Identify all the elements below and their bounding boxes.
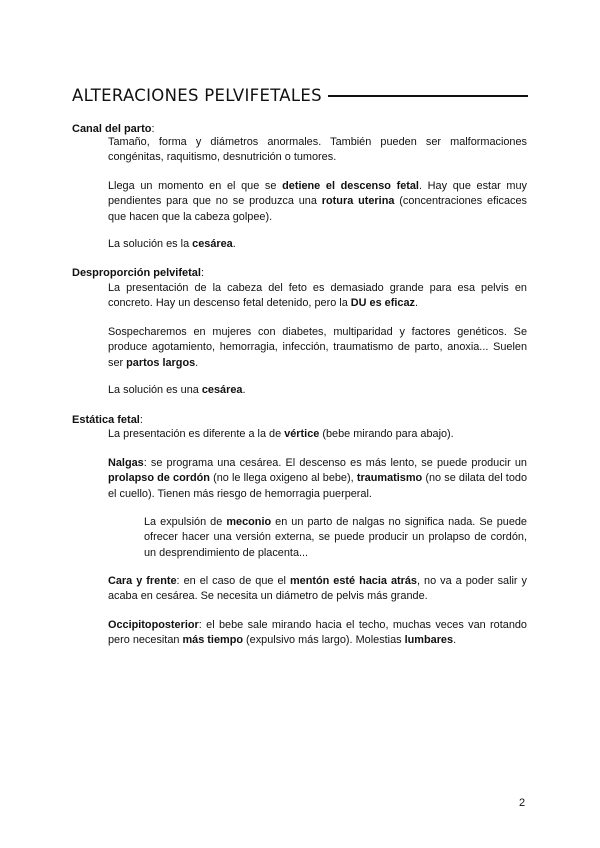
text-run: . Hay que estar muy pendientes para que no se produzca una	[108, 180, 527, 208]
text-run: : el bebe sale mirando hacia el techo, muchas veces van rotando pero necesitan	[108, 619, 527, 647]
text-run: Tamaño, forma y diámetros anormales. También pueden ser malformaciones congénitas, raquitismo, desnutrición o tumores.	[108, 136, 527, 164]
text-run: (bebe mirando para abajo).	[319, 428, 454, 440]
section-heading-text: Estática fetal	[72, 414, 140, 426]
section-heading-canal-del-parto: Canal del parto:	[72, 123, 155, 135]
bold-text-run: Occipitoposterior	[108, 619, 199, 631]
text-run: .	[195, 356, 199, 369]
page-title-text: ALTERACIONES PELVIFETALES	[72, 86, 322, 105]
text-run: (concentraciones eficaces que hacen que la cabeza golpee).	[108, 195, 527, 223]
bold-text-run: vértice	[284, 428, 320, 440]
paragraph	[108, 135, 527, 166]
text-run: en un parto de nalgas no significa nada. Se puede ofrecer hacer una versión externa, se puede producir un prolapso de cordón, un desprendimiento de placenta...	[144, 516, 527, 559]
paragraph	[108, 427, 527, 442]
paragraph	[108, 281, 527, 312]
paragraph	[108, 618, 527, 649]
title-rule	[328, 95, 528, 97]
paragraph	[108, 574, 527, 605]
bold-text-run: rotura uterina	[321, 195, 395, 208]
text-run: .	[453, 634, 457, 647]
text-run: (no le llega oxigeno al bebe),	[209, 472, 357, 485]
text-run: : se programa una cesárea. El descenso es más lento, se puede producir un	[143, 457, 527, 469]
paragraph	[108, 237, 527, 252]
bold-text-run: prolapso de cordón	[108, 472, 210, 485]
text-run: (expulsivo más largo). Molestias	[243, 634, 405, 647]
section-heading-estatica-fetal: Estática fetal:	[72, 414, 143, 426]
indented-paragraph	[144, 515, 527, 561]
text-run: La presentación es diferente a la de	[108, 428, 285, 440]
text-run: La solución es la	[108, 238, 193, 250]
text-run: (no se dilata del todo el cuello). Tienen más riesgo de hemorragia puerperal.	[108, 472, 528, 500]
paragraph	[108, 456, 527, 502]
page-title	[72, 86, 528, 105]
text-run: La presentación de la cabeza del feto es demasiado grande para esa pelvis en concreto. Hay un descenso fetal detenido, pero la	[108, 282, 527, 310]
text-run: Sospecharemos en mujeres con diabetes, multiparidad y factores genéticos. Se produce agotamiento, hemorragia, infección, traumatismo de parto, anoxia... Suelen ser	[108, 326, 527, 369]
text-run: La solución es una	[108, 384, 202, 396]
text-run: , no va a poder salir y acaba en cesárea. Se necesita un diámetro de pelvis más grande.	[108, 575, 527, 603]
section-heading-desproporcion-pelvifetal: Desproporción pelvifetal:	[72, 267, 205, 279]
bold-text-run: detiene el descenso fetal	[282, 180, 419, 192]
text-run: : en el caso de que el	[176, 575, 290, 587]
text-run: .	[242, 384, 246, 396]
text-run: La expulsión de	[144, 516, 227, 528]
bold-text-run: meconio	[226, 516, 272, 528]
paragraph	[108, 325, 527, 371]
bold-text-run: traumatismo	[356, 472, 423, 485]
bold-text-run: DU es eficaz	[350, 297, 415, 310]
bold-text-run: Nalgas	[108, 457, 144, 469]
text-run: .	[232, 238, 236, 250]
text-run: .	[414, 297, 418, 310]
bold-text-run: Cara y frente	[108, 575, 177, 587]
section-heading-text: Desproporción pelvifetal	[72, 267, 201, 279]
bold-text-run: más tiempo	[182, 634, 244, 647]
bold-text-run: lumbares	[404, 634, 454, 647]
paragraph	[108, 383, 527, 398]
bold-text-run: partos largos	[126, 356, 196, 369]
bold-text-run: cesárea	[201, 384, 243, 396]
paragraph	[108, 179, 527, 225]
bold-text-run: mentón esté hacia atrás	[289, 575, 417, 587]
text-run: Llega un momento en el que se	[108, 180, 283, 192]
section-heading-text: Canal del parto	[72, 123, 152, 135]
bold-text-run: cesárea	[192, 238, 233, 250]
page-number: 2	[519, 797, 526, 809]
